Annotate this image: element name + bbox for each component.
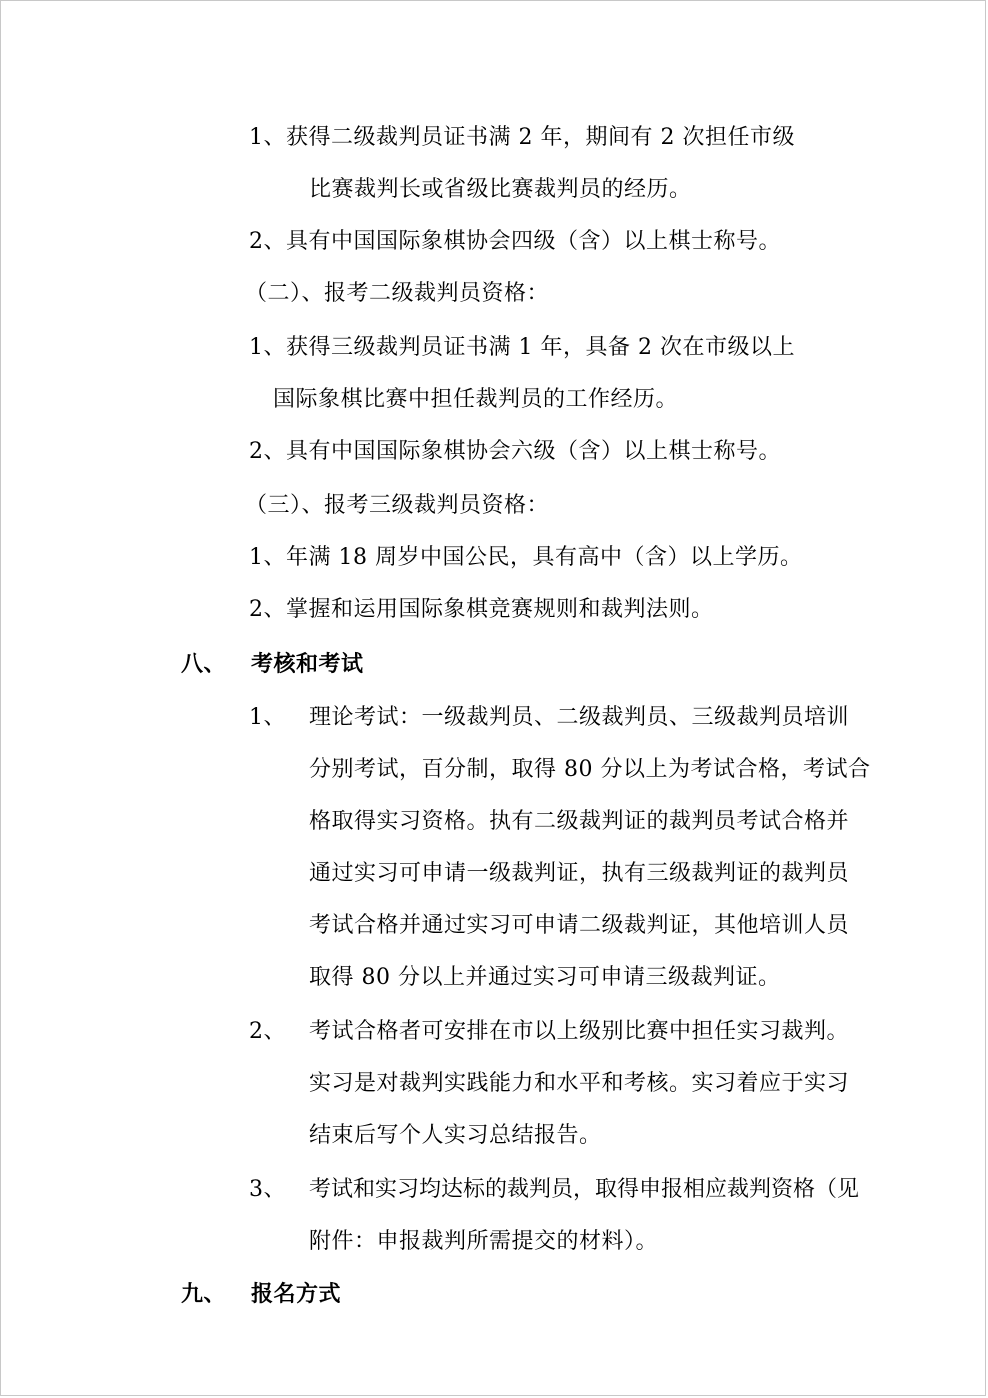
section-title: 报名方式 [251,1281,342,1307]
text-line: 考试合格并通过实习可申请二级裁判证，其他培训人员 [309,913,850,938]
subsection-heading: （二）、报考二级裁判员资格： [245,281,550,306]
text-line: 实习是对裁判实践能力和水平和考核。实习着应于实习 [309,1071,850,1096]
text-line: 2、掌握和运用国际象棋竞赛规则和裁判法则。 [249,597,714,622]
text-line: 1、获得二级裁判员证书满 2 年，期间有 2 次担任市级 [249,125,795,150]
text-line: 通过实习可申请一级裁判证，执有三级裁判证的裁判员 [309,861,850,886]
text-line: 1、获得三级裁判员证书满 1 年，具备 2 次在市级以上 [249,335,795,360]
text-line: 2、具有中国国际象棋协会六级（含）以上棋士称号。 [249,439,781,464]
text-line: 取得 80 分以上并通过实习可申请三级裁判证。 [309,965,781,990]
text-line: 国际象棋比赛中担任裁判员的工作经历。 [273,387,679,412]
text-line: 格取得实习资格。执有二级裁判证的裁判员考试合格并 [309,809,850,834]
text-line: 结束后写个人实习总结报告。 [309,1123,602,1148]
text-line: 考试和实习均达标的裁判员，取得申报相应裁判资格（见 [309,1177,860,1202]
section-title: 考核和考试 [251,651,364,677]
text-line: 分别考试，百分制，取得 80 分以上为考试合格，考试合 [309,757,871,782]
text-line: 2、具有中国国际象棋协会四级（含）以上棋士称号。 [249,229,781,254]
text-line: 考试合格者可安排在市以上级别比赛中担任实习裁判。 [309,1019,850,1044]
section-number: 九、 [181,1281,227,1307]
text-line: 理论考试：一级裁判员、二级裁判员、三级裁判员培训 [309,705,850,730]
list-item-number: 1、 [249,705,286,730]
list-item-number: 2、 [249,1019,286,1044]
text-line: 比赛裁判长或省级比赛裁判员的经历。 [309,177,692,202]
list-item-number: 3、 [249,1177,286,1202]
text-line: 附件：申报裁判所需提交的材料）。 [309,1229,659,1254]
section-number: 八、 [181,651,227,677]
text-line: 1、年满 18 周岁中国公民，具有高中（含）以上学历。 [249,545,803,570]
subsection-heading: （三）、报考三级裁判员资格： [245,493,550,518]
